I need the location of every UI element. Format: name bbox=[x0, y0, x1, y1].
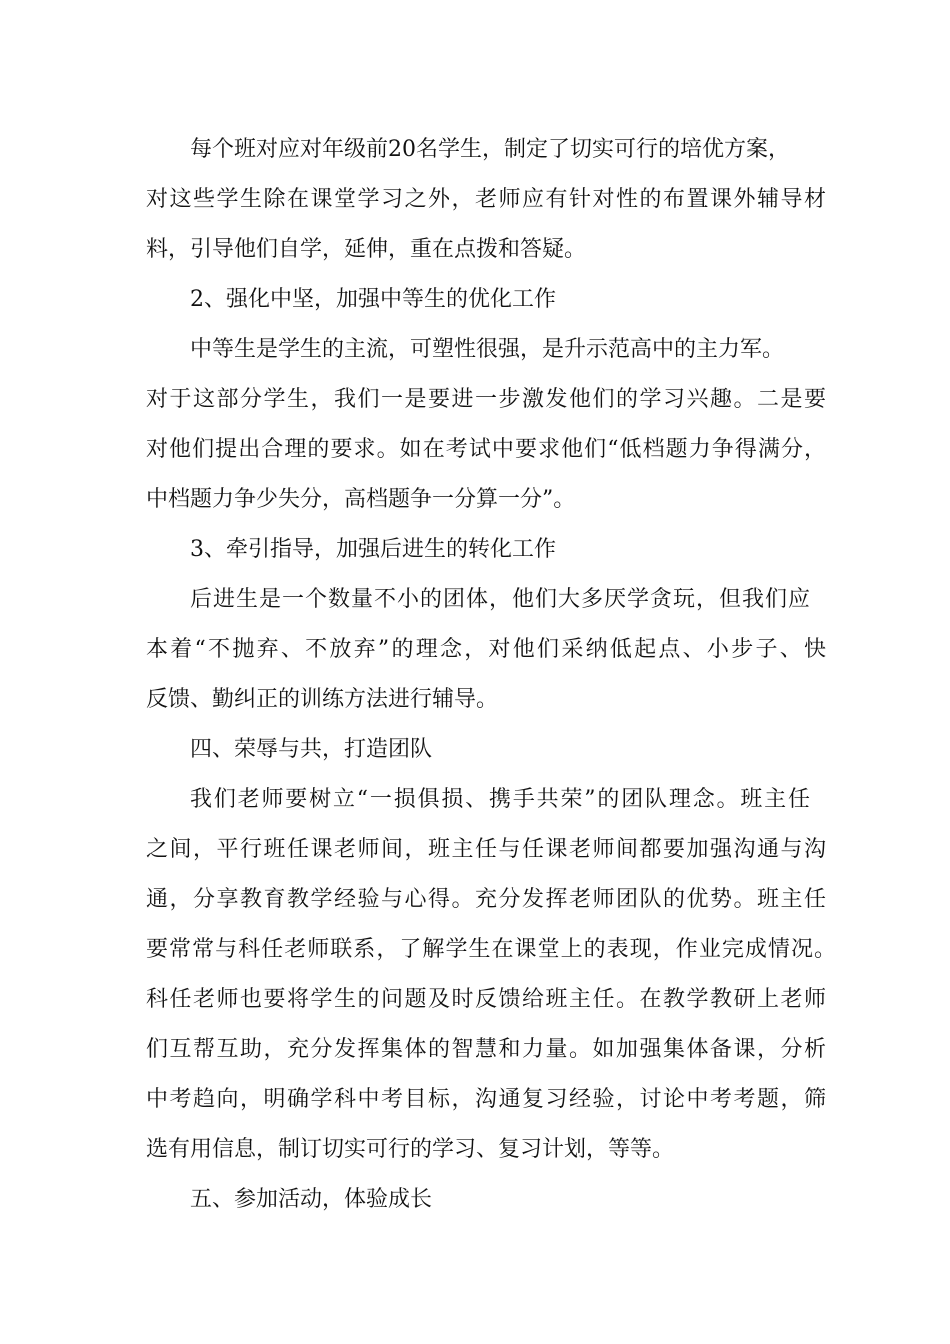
text-line: 反馈、勤纠正的训练方法进行辅导。 bbox=[146, 687, 499, 712]
text-line: 中考趋向，明确学科中考目标，沟通复习经验，讨论中考考题，筛 bbox=[146, 1087, 826, 1112]
text-line: 之间，平行班任课老师间，班主任与任课老师间都要加强沟通与沟 bbox=[146, 837, 826, 862]
text-line: 们互帮互助，充分发挥集体的智慧和力量。如加强集体备课，分析 bbox=[146, 1037, 826, 1062]
section-heading: 2、强化中坚，加强中等生的优化工作 bbox=[190, 287, 556, 312]
text-line: 科任老师也要将学生的问题及时反馈给班主任。在教学教研上老师 bbox=[146, 987, 826, 1012]
text-line: 后进生是一个数量不小的团体，他们大多厌学贪玩，但我们应 bbox=[190, 587, 810, 612]
section-heading: 四、荣辱与共，打造团队 bbox=[190, 737, 433, 762]
text-line: 要常常与科任老师联系，了解学生在课堂上的表现，作业完成情况。 bbox=[146, 937, 836, 962]
text-line: 本着“不抛弃、不放弃”的理念，对他们采纳低起点、小步子、快 bbox=[146, 637, 826, 662]
text-line: 选有用信息，制订切实可行的学习、复习计划，等等。 bbox=[146, 1137, 675, 1162]
text-line: 对他们提出合理的要求。如在考试中要求他们“低档题力争得满分， bbox=[146, 437, 826, 462]
text-line: 料，引导他们自学，延伸，重在点拨和答疑。 bbox=[146, 237, 587, 262]
text-line: 中等生是学生的主流，可塑性很强，是升示范高中的主力军。 bbox=[190, 337, 785, 362]
text-line: 中档题力争少失分，高档题争一分算一分”。 bbox=[146, 487, 576, 512]
text-line: 对于这部分学生，我们一是要进一步激发他们的学习兴趣。二是要 bbox=[146, 387, 826, 412]
text-line: 每个班对应对年级前20名学生，制定了切实可行的培优方案， bbox=[190, 137, 790, 162]
section-heading: 3、牵引指导，加强后进生的转化工作 bbox=[190, 537, 556, 562]
text-line: 对这些学生除在课堂学习之外，老师应有针对性的布置课外辅导材 bbox=[146, 187, 826, 212]
section-heading: 五、参加活动，体验成长 bbox=[190, 1187, 433, 1212]
text-line: 我们老师要树立“一损俱损、携手共荣”的团队理念。班主任 bbox=[190, 787, 810, 812]
text-line: 通，分享教育教学经验与心得。充分发挥老师团队的优势。班主任 bbox=[146, 887, 826, 912]
